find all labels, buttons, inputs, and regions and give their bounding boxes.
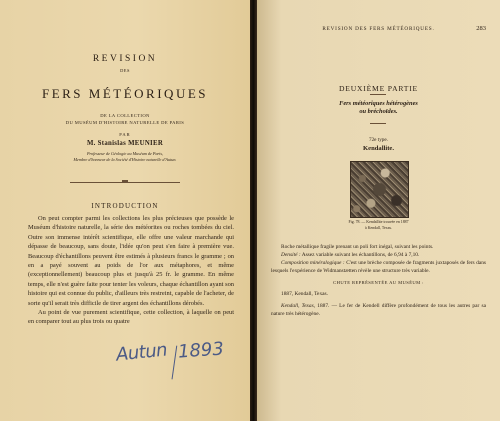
title-des: DES [120,68,130,73]
composition-paragraph [271,259,486,275]
part-divider [370,94,386,95]
running-header [271,26,486,32]
par-label: PAR [119,132,131,137]
section-title-line-1: Fers météoriques hétérogènes [339,100,418,107]
type-name: Kendallite. [363,145,394,152]
density-label: Densité : [281,252,301,259]
page-number: 283 [476,25,486,32]
chute-heading: CHUTE REPRÉSENTÉE AU MUSÉUM : [333,280,424,286]
chute-entry: 1887, Kendall, Texas. [281,291,328,298]
book-gutter [250,0,257,421]
kendall-label: Kendall, Texas, [281,302,316,309]
section-divider [370,123,386,124]
type-number: 72e type. [368,137,388,143]
divider-ornament [122,180,128,182]
title-revision: REVISION [92,54,158,64]
subtitle-museum: DU MUSÉUM D'HISTOIRE NATURELLE DE PARIS [65,120,185,125]
figure-caption-1: Fig. 78. — Kendallite trouvée en 1887 [348,220,409,224]
kendallite-specimen-photo [350,161,409,218]
introduction-body [28,214,234,327]
running-header-title: REVISION DES FERS MÉTÉORIQUES. [322,26,435,32]
author-affiliation-2: Membre d'honneur de la Société d'Histoire naturelle d'Autun. [73,157,177,162]
right-page-body [271,243,486,318]
figure-caption-2: à Kendall, Texas. [365,226,392,230]
section-title-line-2: ou bréchoïdes. [359,108,398,115]
author-name: M. Stanislas MEUNIER [86,140,164,147]
subtitle-collection: DE LA COLLECTION [100,113,150,118]
part-title: DEUXIÈME PARTIE [339,84,418,93]
kendall-text: 1887. — Le fer de Kendell diffère profondément de tous les autres par sa nature très hétérogène. [271,302,486,317]
composition-label: Composition minéralogique : [281,260,345,267]
intro-paragraph-2: Au point de vue purement scientifique, cette collection, à laquelle on peut en comparer tout au plus trois ou quatre [28,309,234,326]
author-affiliation-1: Professeur de Géologie au Muséum de Paris, [86,151,164,156]
description-paragraph: Roche métallique fragile prenant un poli fort inégal, suivant les points. [281,244,434,250]
title-divider [70,182,180,183]
title-fers-meteoriques: FERS MÉTÉORIQUES [41,86,209,101]
density-paragraph [271,251,486,259]
handwritten-bracket [150,343,178,380]
density-text: Assez variable suivant les échantillons, de 6,94 à 7,10. [301,252,420,259]
right-page [257,0,500,421]
handwritten-signature: Autun [115,339,169,366]
handwritten-year: 1893 [177,338,225,363]
section-heading-introduction: INTRODUCTION [91,202,159,210]
intro-paragraph-1: On peut compter parmi les collections les plus précieuses que possède le Muséum d'histoire naturelle, la série des météorites ou roches tombées du ciel. Outre son immense intérêt scientifique, elle offre une valeur marchande qui dépasse de beaucoup, sans doute, l'idée qu'on peut s'en faire à première vue. Beaucoup d'échantillons peuvent être estimés à plusieurs francs le gramme ; on en a payé souvent au poids de l'or aux métaphores, et même (exceptionnellement) beaucoup plus et jusqu'à 25 fr. le gramme. En même temps, elle n'est guère faite pour tenter les voleurs, chaque échantillon ayant son histoire qui est connue du public, d'ailleurs très restreint, capable de l'acheter, de sorte qu'il serait très difficile de tirer argent des échantillons dérobés. [28,215,234,307]
kendall-paragraph [271,302,486,318]
composition-text: C'est une brèche composée de fragments juxtaposés de fers dans lesquels l'expérience de Widmanstætten révèle une structure très variable. [271,260,486,275]
